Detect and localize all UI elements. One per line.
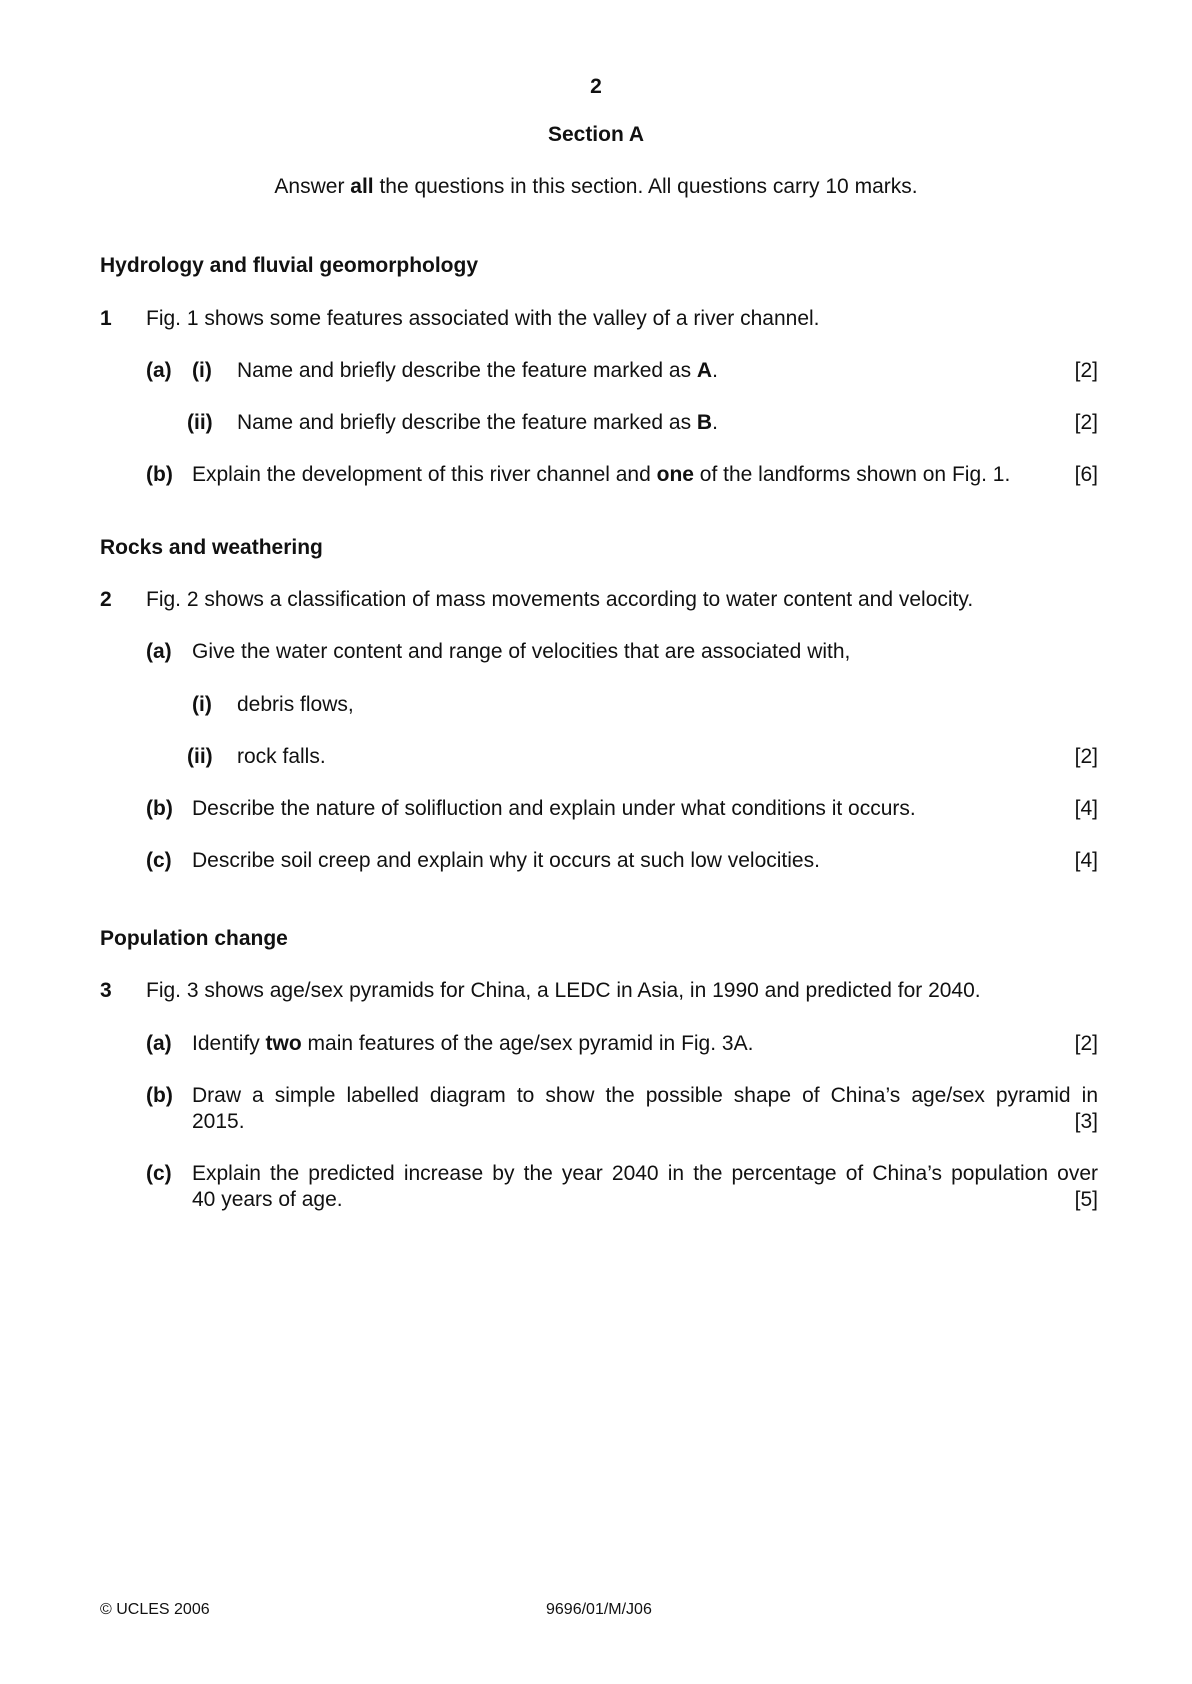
question-3c-marks: [5]: [1074, 1188, 1098, 1211]
question-3b-text-line2: 2015.: [192, 1110, 245, 1133]
footer-copyright: © UCLES 2006: [100, 1601, 210, 1618]
question-1a-label: (a): [146, 359, 172, 382]
question-2a-ii-marks: [2]: [1074, 745, 1098, 768]
question-3a-text: Identify two main features of the age/sex pyramid in Fig. 3A.: [192, 1032, 754, 1055]
question-2a-text: Give the water content and range of velocities that are associated with,: [192, 640, 851, 663]
question-3b-text-line1: Draw a simple labelled diagram to show the possible shape of China’s age/sex pyramid in: [192, 1084, 1098, 1107]
question-2-number: 2: [100, 588, 112, 611]
question-3-stem: Fig. 3 shows age/sex pyramids for China, a LEDC in Asia, in 1990 and predicted for 2040.: [146, 979, 981, 1002]
question-2a-ii-label: (ii): [187, 745, 213, 768]
question-1a-i-text: Name and briefly describe the feature marked as A.: [237, 359, 718, 382]
question-3c-text-line1: Explain the predicted increase by the year 2040 in the percentage of China’s population over: [192, 1162, 1098, 1185]
question-1a-ii-marks: [2]: [1074, 411, 1098, 434]
question-1b-text: Explain the development of this river channel and one of the landforms shown on Fig. 1.: [192, 463, 1011, 486]
question-1b-label: (b): [146, 463, 173, 486]
question-2b-label: (b): [146, 797, 173, 820]
question-1a-ii-label: (ii): [187, 411, 213, 434]
question-2c-text: Describe soil creep and explain why it occurs at such low velocities.: [192, 849, 820, 872]
question-1a-i-marks: [2]: [1074, 359, 1098, 382]
question-2a-ii-text: rock falls.: [237, 745, 326, 768]
question-1-stem: Fig. 1 shows some features associated with the valley of a river channel.: [146, 307, 820, 330]
question-1a-i-label: (i): [192, 359, 212, 382]
question-2a-label: (a): [146, 640, 172, 663]
topic-heading-rocks: Rocks and weathering: [100, 536, 323, 559]
topic-heading-hydrology: Hydrology and fluvial geomorphology: [100, 254, 479, 277]
section-instruction: Answer all the questions in this section. All questions carry 10 marks.: [274, 175, 918, 198]
question-2c-label: (c): [146, 849, 172, 872]
question-2-stem: Fig. 2 shows a classification of mass movements according to water content and velocity.: [146, 588, 974, 611]
section-title: Section A: [547, 123, 645, 146]
question-2b-text: Describe the nature of solifluction and explain under what conditions it occurs.: [192, 797, 916, 820]
question-3c-text-line2: 40 years of age.: [192, 1188, 343, 1211]
page-number: 2: [590, 75, 602, 98]
question-1b-marks: [6]: [1074, 463, 1098, 486]
question-3-number: 3: [100, 979, 112, 1002]
question-2a-i-label: (i): [192, 693, 212, 716]
footer-paper-code: 9696/01/M/J06: [546, 1601, 652, 1618]
question-3a-label: (a): [146, 1032, 172, 1055]
question-3a-marks: [2]: [1074, 1032, 1098, 1055]
question-3b-marks: [3]: [1074, 1110, 1098, 1133]
question-2a-i-text: debris flows,: [237, 693, 354, 716]
question-3b-label: (b): [146, 1084, 173, 1107]
question-3c-label: (c): [146, 1162, 172, 1185]
question-1-number: 1: [100, 307, 112, 330]
question-2c-marks: [4]: [1074, 849, 1098, 872]
question-2b-marks: [4]: [1074, 797, 1098, 820]
question-1a-ii-text: Name and briefly describe the feature marked as B.: [237, 411, 718, 434]
topic-heading-population: Population change: [100, 927, 288, 950]
